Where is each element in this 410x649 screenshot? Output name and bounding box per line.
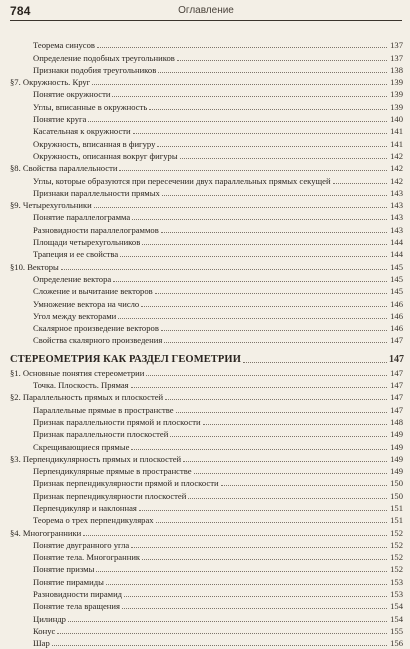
toc-entry-page: 152: [390, 539, 403, 550]
toc-entry-page: 139: [390, 89, 403, 100]
dot-leader: [88, 120, 387, 122]
toc-entry: [10, 403, 403, 415]
toc-entry: [10, 150, 403, 162]
dot-leader: [57, 632, 387, 634]
toc-entry-page: 153: [390, 589, 403, 600]
toc-entry-title: Углы, которые образуются при пересечении двух параллельных прямых секущей: [33, 175, 331, 186]
dot-leader: [92, 83, 387, 85]
toc-entry: [10, 113, 403, 125]
toc-entry: [10, 236, 403, 248]
toc-section: [10, 366, 403, 378]
toc-entry-page: 147: [390, 404, 403, 415]
toc-entry: [10, 551, 403, 563]
toc-entry-page: 139: [390, 101, 403, 112]
toc-entry-title: Признак перпендикулярности плоскостей: [33, 490, 187, 501]
toc-entry-title: §9. Четырехугольники: [10, 200, 92, 211]
toc-entry: [10, 489, 403, 501]
toc-entry-title: Понятие двугранного угла: [33, 539, 130, 550]
toc-entry-page: 144: [390, 249, 403, 260]
toc-entry-title: Касательная к окружности: [33, 126, 131, 137]
header-title: Оглавление: [178, 5, 234, 16]
toc-entry-page: 146: [390, 298, 403, 309]
toc-entry-page: 150: [390, 478, 403, 489]
dot-leader: [52, 644, 387, 646]
toc-section: [10, 453, 403, 465]
toc-section: [10, 76, 403, 88]
toc-entry-title: Окружность, вписанная в фигуру: [33, 138, 156, 149]
dot-leader: [243, 361, 387, 363]
toc-entry-page: 148: [390, 416, 403, 427]
toc-entry-page: 149: [390, 429, 403, 440]
toc-entry-page: 137: [390, 40, 403, 51]
toc-entry-page: 146: [390, 310, 403, 321]
toc-entry-title: Признак параллельности плоскостей: [33, 429, 169, 440]
dot-leader: [155, 292, 387, 294]
toc-entry-page: 143: [390, 212, 403, 223]
toc-section: [10, 526, 403, 538]
toc-entry: [10, 223, 403, 235]
toc-entry-title: Теорема о трех перпендикулярах: [33, 515, 154, 526]
toc-entry-title: Понятие призмы: [33, 564, 95, 575]
page-number: 784: [10, 4, 31, 18]
toc-entry: [10, 137, 403, 149]
toc-entry: [10, 88, 403, 100]
dot-leader: [112, 95, 387, 97]
toc-entry-page: 152: [390, 564, 403, 575]
dot-leader: [106, 583, 387, 585]
dot-leader: [113, 280, 387, 282]
dot-leader: [68, 620, 387, 622]
toc-entry-page: 149: [390, 453, 403, 464]
toc-entry-title: Угол между векторами: [33, 310, 117, 321]
toc-entry: [10, 379, 403, 391]
toc-entry-title: Углы, вписанные в окружность: [33, 101, 148, 112]
toc-entry: [10, 297, 403, 309]
toc-entry-title: Трапеция и ее свойства: [33, 249, 119, 260]
toc-entry: [10, 322, 403, 334]
dot-leader: [176, 411, 387, 413]
toc-entry-page: 156: [390, 638, 403, 649]
toc-entry-title: Понятие круга: [33, 114, 87, 125]
toc-entry-title: Параллельные прямые в пространстве: [33, 404, 174, 415]
toc-entry-page: 147: [390, 392, 403, 403]
toc-entry-page: 140: [390, 114, 403, 125]
toc-section: [10, 162, 403, 174]
toc-entry: [10, 416, 403, 428]
toc-entry: [10, 51, 403, 63]
toc-entry: [10, 211, 403, 223]
toc-entry-page: 155: [390, 625, 403, 636]
toc-entry-title: СТЕРЕОМЕТРИЯ КАК РАЗДЕЛ ГЕОМЕТРИИ: [10, 354, 241, 366]
toc-entry-page: 141: [390, 126, 403, 137]
toc-entry-title: Определение вектора: [33, 273, 112, 284]
toc-entry: [10, 612, 403, 624]
toc-entry-title: §1. Основные понятия стереометрии: [10, 367, 145, 378]
dot-leader: [149, 108, 387, 110]
dot-leader: [131, 386, 387, 388]
toc-entry-title: Теорема синусов: [33, 40, 95, 51]
dot-leader: [142, 558, 387, 560]
toc-entry-page: 143: [390, 224, 403, 235]
dot-leader: [162, 194, 387, 196]
toc-section: [10, 391, 403, 403]
toc-entry-title: Понятие окружности: [33, 89, 111, 100]
dot-leader: [118, 317, 387, 319]
toc-entry: [10, 637, 403, 649]
dot-leader: [119, 169, 387, 171]
toc-chapter: [10, 349, 403, 366]
toc-entry: [10, 174, 403, 186]
toc-entry-page: 142: [390, 163, 403, 174]
toc-entry-page: 144: [390, 237, 403, 248]
dot-leader: [131, 448, 387, 450]
toc-entry-page: 149: [390, 466, 403, 477]
toc-entry-title: §8. Свойства параллельности: [10, 163, 118, 174]
toc-entry: [10, 575, 403, 587]
dot-leader: [188, 497, 387, 499]
dot-leader: [157, 145, 387, 147]
toc-entry: [10, 285, 403, 297]
toc-entry: [10, 334, 403, 346]
toc-entry-page: 145: [390, 261, 403, 272]
toc-entry-title: Перпендикуляр и наклонная: [33, 502, 137, 513]
toc-entry-title: Цилиндр: [33, 613, 66, 624]
toc-entry: [10, 39, 403, 51]
toc-entry-title: Понятие параллелограмма: [33, 212, 131, 223]
toc-entry-title: Понятие тела вращения: [33, 601, 120, 612]
toc-entry-title: §7. Окружность. Круг: [10, 77, 91, 88]
toc-entry-page: 138: [390, 64, 403, 75]
toc-entry: [10, 248, 403, 260]
toc-entry: [10, 539, 403, 551]
table-of-contents: [10, 39, 403, 649]
dot-leader: [141, 305, 387, 307]
toc-entry-title: Скрещивающиеся прямые: [33, 441, 130, 452]
toc-entry: [10, 600, 403, 612]
dot-leader: [203, 423, 387, 425]
dot-leader: [146, 374, 387, 376]
toc-entry-title: Площади четырехугольников: [33, 237, 141, 248]
toc-entry-title: Понятие пирамиды: [33, 576, 104, 587]
toc-entry-page: 141: [390, 138, 403, 149]
dot-leader: [161, 231, 387, 233]
toc-entry-page: 143: [390, 187, 403, 198]
toc-entry-title: §3. Перпендикулярность прямых и плоскостей: [10, 453, 182, 464]
dot-leader: [97, 46, 387, 48]
dot-leader: [156, 521, 387, 523]
toc-entry-title: §4. Многогранники: [10, 527, 82, 538]
toc-entry-page: 142: [390, 150, 403, 161]
toc-entry-title: Скалярное произведение векторов: [33, 323, 159, 334]
toc-entry-page: 150: [390, 490, 403, 501]
dot-leader: [142, 243, 387, 245]
toc-entry: [10, 273, 403, 285]
toc-entry: [10, 64, 403, 76]
toc-entry-title: Признак параллельности прямой и плоскости: [33, 416, 201, 427]
toc-entry-page: 147: [390, 335, 403, 346]
dot-leader: [161, 329, 387, 331]
toc-entry-title: §10. Векторы: [10, 261, 59, 272]
dot-leader: [94, 206, 387, 208]
toc-entry-title: Сложение и вычитание векторов: [33, 286, 153, 297]
dot-leader: [96, 570, 387, 572]
dot-leader: [133, 132, 387, 134]
dot-leader: [122, 607, 387, 609]
toc-entry-page: 139: [390, 77, 403, 88]
running-header: [10, 4, 402, 21]
toc-entry-title: Умножение вектора на число: [33, 298, 140, 309]
dot-leader: [183, 460, 387, 462]
dot-leader: [131, 546, 387, 548]
toc-entry-page: 146: [390, 323, 403, 334]
toc-entry-title: Понятие тела. Многогранник: [33, 552, 141, 563]
toc-entry-title: Свойства скалярного произведения: [33, 335, 163, 346]
dot-leader: [194, 472, 387, 474]
toc-entry-page: 147: [390, 367, 403, 378]
toc-entry-page: 145: [390, 273, 403, 284]
toc-entry-page: 154: [390, 613, 403, 624]
toc-entry-page: 151: [390, 515, 403, 526]
toc-entry-title: Определение подобных треугольников: [33, 52, 175, 63]
toc-entry: [10, 125, 403, 137]
toc-entry-title: Конус: [33, 625, 56, 636]
toc-entry-page: 142: [390, 175, 403, 186]
dot-leader: [177, 59, 387, 61]
toc-entry-title: Точка. Плоскость. Прямая: [33, 380, 129, 391]
toc-entry: [10, 465, 403, 477]
dot-leader: [61, 268, 387, 270]
toc-entry-page: 151: [390, 502, 403, 513]
toc-entry-page: 152: [390, 552, 403, 563]
dot-leader: [221, 484, 387, 486]
dot-leader: [170, 435, 387, 437]
toc-entry-page: 137: [390, 52, 403, 63]
toc-entry-page: 149: [390, 441, 403, 452]
toc-entry: [10, 625, 403, 637]
toc-entry-title: Разновидности параллелограммов: [33, 224, 159, 235]
toc-entry-title: Шар: [33, 638, 50, 649]
toc-entry-page: 143: [390, 200, 403, 211]
dot-leader: [180, 157, 387, 159]
toc-entry: [10, 563, 403, 575]
toc-entry-page: 152: [390, 527, 403, 538]
toc-entry: [10, 514, 403, 526]
toc-entry: [10, 440, 403, 452]
toc-entry: [10, 502, 403, 514]
toc-entry: [10, 477, 403, 489]
dot-leader: [120, 255, 387, 257]
dot-leader: [333, 182, 387, 184]
dot-leader: [139, 509, 387, 511]
toc-entry: [10, 428, 403, 440]
toc-entry-title: Признаки подобия треугольников: [33, 64, 157, 75]
dot-leader: [132, 218, 387, 220]
toc-entry-title: Признак перпендикулярности прямой и плоскости: [33, 478, 219, 489]
toc-section: [10, 260, 403, 272]
toc-entry-page: 153: [390, 576, 403, 587]
toc-section: [10, 199, 403, 211]
dot-leader: [83, 534, 387, 536]
toc-entry-page: 145: [390, 286, 403, 297]
toc-entry-page: 147: [389, 354, 404, 366]
dot-leader: [124, 595, 387, 597]
toc-entry-page: 147: [390, 380, 403, 391]
toc-entry-title: Перпендикулярные прямые в пространстве: [33, 466, 192, 477]
toc-entry-title: Окружность, описанная вокруг фигуры: [33, 150, 178, 161]
toc-entry-title: Признаки параллельности прямых: [33, 187, 160, 198]
toc-entry-title: §2. Параллельность прямых и плоскостей: [10, 392, 164, 403]
toc-entry: [10, 100, 403, 112]
dot-leader: [158, 71, 387, 73]
toc-entry: [10, 310, 403, 322]
toc-entry-title: Разновидности пирамид: [33, 589, 123, 600]
dot-leader: [165, 398, 387, 400]
toc-entry: [10, 187, 403, 199]
dot-leader: [164, 341, 387, 343]
toc-entry-page: 154: [390, 601, 403, 612]
